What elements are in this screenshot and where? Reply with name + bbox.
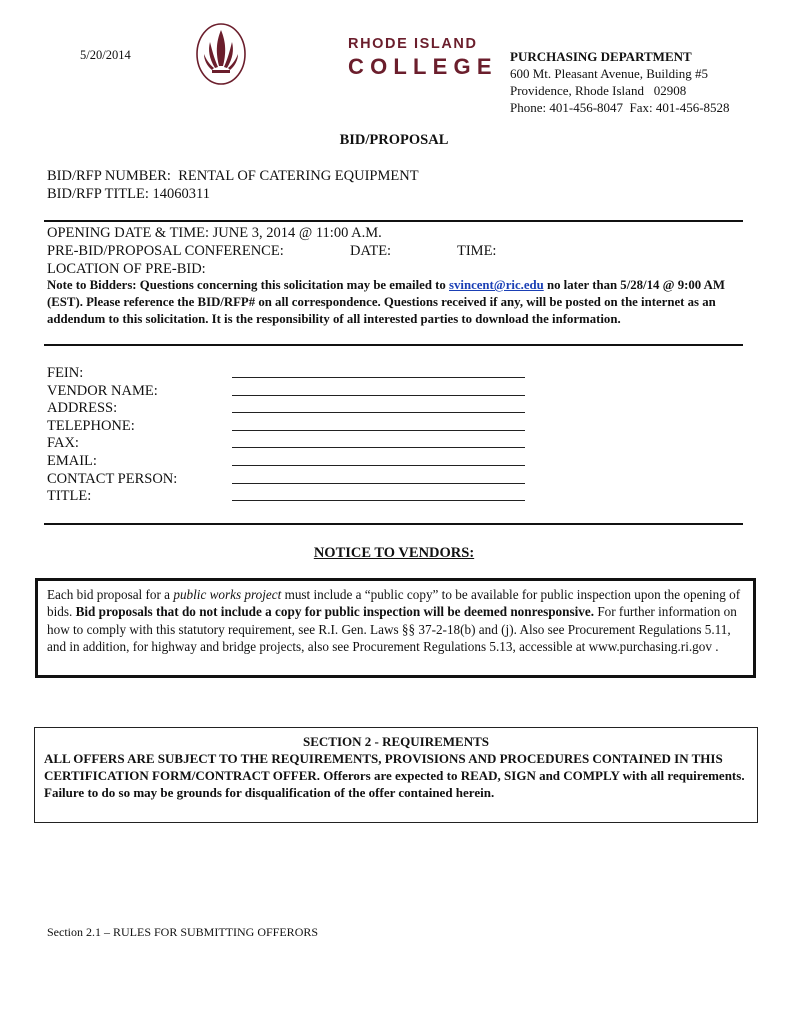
notice-text-part3: For further information on how to comply with this statutory requirement, see R.I. Gen. Laws §§ 37-2-18(b) and (j). Also see Procurement Regulations 5.11, and in addition, for highway and bridge projects, also see Procurement Regulations 5.13, accessible at www.purchasing.ri.gov . — [47, 604, 737, 654]
rfp-number: BID/RFP NUMBER: RENTAL OF CATERING EQUIPMENT — [47, 168, 419, 184]
rfp-title: BID/RFP TITLE: 14060311 — [47, 186, 210, 202]
department-title: PURCHASING DEPARTMENT — [510, 49, 692, 64]
department-address — [510, 48, 730, 116]
prebid-date-label: DATE: — [350, 243, 392, 259]
divider — [44, 523, 743, 525]
vendor-field-line[interactable] — [232, 447, 525, 448]
divider — [44, 344, 743, 346]
section-2-text: ALL OFFERS ARE SUBJECT TO THE REQUIREMENTS, PROVISIONS AND PROCEDURES CONTAINED IN THIS CERTIFICATION FORM/CONTRACT OFFER. Offerors are expected to READ, SIGN and COMPLY with all requirements. Failure to do so may be grounds for disqualification of the offer contained herein. — [44, 751, 745, 800]
notice-text-italic: public works project — [173, 587, 282, 602]
vendor-field-line[interactable] — [232, 377, 525, 378]
prebid-location-label: LOCATION OF PRE-BID: — [47, 261, 206, 277]
vendor-field-line[interactable] — [232, 500, 525, 501]
notice-text-bold: Bid proposals that do not include a copy for public inspection will be deemed nonresponsive. — [75, 604, 595, 620]
notice-to-vendors-title: NOTICE TO VENDORS: — [313, 545, 475, 561]
prebid-conference-row — [47, 242, 497, 260]
opening-info — [47, 224, 497, 278]
contact-email-link[interactable]: svincent@ric.edu — [449, 278, 544, 292]
vendor-field-line[interactable] — [232, 483, 525, 484]
notice-text-part1: Each bid proposal for a — [47, 587, 174, 602]
opening-date-time: OPENING DATE & TIME: JUNE 3, 2014 @ 11:00 A.M. — [47, 225, 382, 241]
college-name — [348, 36, 498, 80]
vendor-field-label: VENDOR NAME: — [47, 382, 158, 399]
college-name-line1: RHODE ISLAND — [348, 36, 478, 52]
divider — [44, 220, 743, 222]
vendor-field-line[interactable] — [232, 412, 525, 413]
department-address-line1: 600 Mt. Pleasant Avenue, Building #5 — [510, 66, 708, 81]
rfp-info — [47, 167, 419, 203]
document-date: 5/20/2014 — [80, 48, 131, 62]
vendor-field-label: ADDRESS: — [47, 400, 118, 417]
department-phone: Phone: 401-456-8047 Fax: 401-456-8528 — [510, 100, 730, 115]
vendor-field-label: TELEPHONE: — [47, 417, 135, 434]
vendor-field-line[interactable] — [232, 395, 525, 396]
note-text-start: Note to Bidders: Questions concerning this solicitation may be emailed to — [47, 278, 450, 292]
note-to-bidders — [47, 277, 743, 328]
prebid-conference-label: PRE-BID/PROPOSAL CONFERENCE: — [47, 243, 284, 259]
department-address-line2: Providence, Rhode Island 02908 — [510, 83, 687, 98]
vendor-field-label: EMAIL: — [47, 452, 97, 469]
notice-text-part2: must include a “public copy” to be available for public inspection upon the opening of bids. — [47, 587, 741, 620]
vendor-field-label: CONTACT PERSON: — [47, 470, 178, 487]
college-logo-flame-icon — [195, 22, 247, 86]
vendor-field-line[interactable] — [232, 465, 525, 466]
vendor-field-label: TITLE: — [47, 488, 92, 505]
college-name-line2: COLLEGE — [348, 54, 498, 79]
section-2-title: SECTION 2 - REQUIREMENTS — [302, 734, 489, 749]
vendor-field-label: FAX: — [47, 435, 79, 452]
note-text-end: no later than 5/28/14 @ 9:00 AM (EST). Please reference the BID/RFP# on all correspondence. Questions received if any, will be posted on the internet as an addendum to this solicitation. It is the responsibility of all interested parties to download the information. — [47, 278, 725, 326]
section-2-1-heading: Section 2.1 – RULES FOR SUBMITTING OFFERORS — [47, 925, 319, 939]
vendor-field-line[interactable] — [232, 430, 525, 431]
bid-proposal-heading: BID/PROPOSAL — [339, 132, 449, 148]
vendor-field-label: FEIN: — [47, 365, 84, 381]
prebid-time-label: TIME: — [457, 243, 497, 259]
notice-text — [47, 586, 743, 655]
